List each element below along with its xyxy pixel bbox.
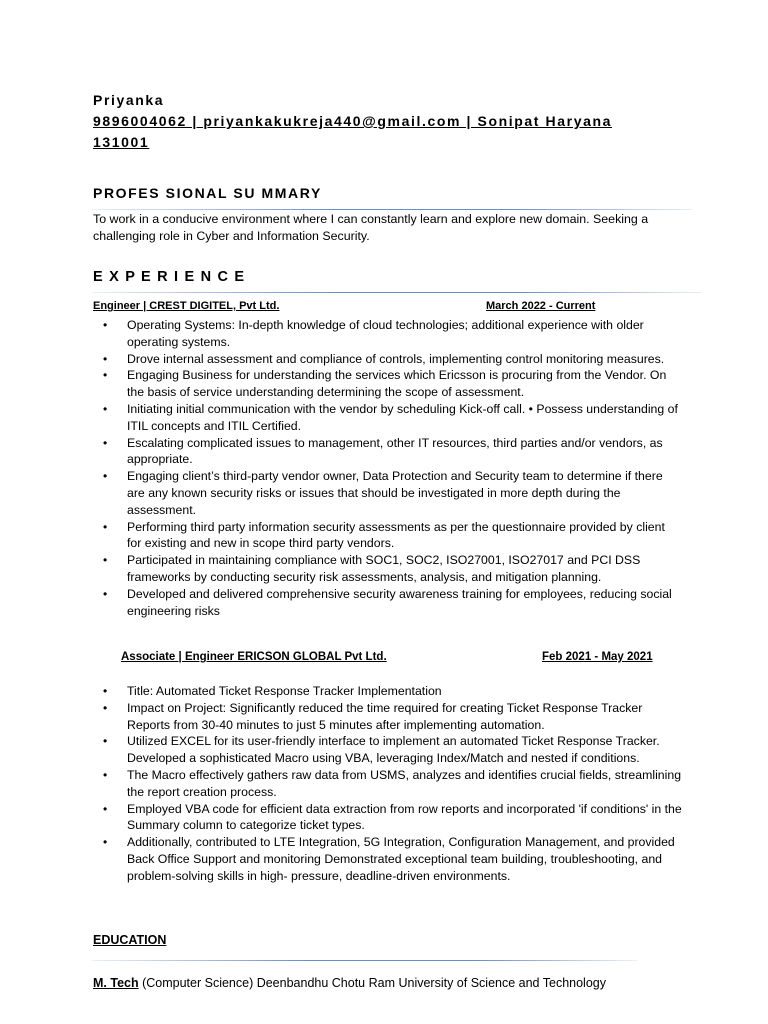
list-item xyxy=(103,351,682,368)
list-item xyxy=(103,317,682,351)
bullet-text: Participated in maintaining compliance with SOC1, SOC2, ISO27001, ISO27017 and PCI DSS frameworks by conducting security risk assessments, analysis, and mitigation planning. xyxy=(127,553,641,584)
list-item xyxy=(103,367,682,401)
job-2-dates xyxy=(542,651,653,663)
bullet-text: Developed and delivered comprehensive security awareness training for employees, reducing social engineering risks xyxy=(127,586,672,618)
job-1-dates xyxy=(486,300,595,312)
summary-text: To work in a conducive environment where I can constantly learn and explore new domain. Seeking a challenging role in Cyber and Information Security. xyxy=(93,212,649,243)
bullet-dot: • xyxy=(103,435,108,450)
bullet-text: Engaging Business for understanding the services which Ericsson is procuring from the Vendor. On the basis of service understanding determining the scope of assessment. xyxy=(127,368,667,400)
education-rule xyxy=(92,960,637,961)
list-item xyxy=(103,401,682,435)
bullet-text: Operating Systems: In-depth knowledge of cloud technologies; additional experience with older operating systems. xyxy=(127,318,644,349)
list-item xyxy=(103,435,682,469)
bullet-dot: • xyxy=(103,684,108,698)
bullet-dot: • xyxy=(103,469,108,484)
bullet-dot: • xyxy=(103,519,108,534)
job-1-dates-text: March 2022 - Current xyxy=(486,300,596,312)
job-2-bullets xyxy=(103,683,682,885)
candidate-name: Priyanka xyxy=(93,92,165,108)
job-1-role-text: Engineer | CREST DIGITEL, Pvt Ltd. xyxy=(93,300,280,312)
contact-postcode: 131001 xyxy=(93,134,150,150)
bullet-dot: • xyxy=(103,700,108,715)
summary-rule xyxy=(92,209,692,210)
list-item xyxy=(103,683,682,700)
bullet-dot: • xyxy=(103,801,108,816)
bullet-dot: • xyxy=(103,553,108,568)
job-2-dates-text: Feb 2021 - May 2021 xyxy=(542,651,653,663)
job-2-role-text: Associate | Engineer ERICSON GLOBAL Pvt Ltd. xyxy=(121,651,387,663)
list-item xyxy=(103,767,682,801)
degree-detail: (Computer Science) Deenbandhu Chotu Ram University of Science and Technology xyxy=(138,976,606,990)
education-entry xyxy=(93,976,606,990)
bullet-dot: • xyxy=(103,401,108,416)
bullet-text: Escalating complicated issues to management, other IT resources, third parties and/or vendors, as appropriate. xyxy=(127,435,663,467)
experience-title: E X P E R I E N C E xyxy=(93,269,246,285)
bullet-dot: • xyxy=(103,368,108,383)
bullet-dot: • xyxy=(103,318,108,332)
job-1-role xyxy=(93,300,279,312)
degree-name: M. Tech xyxy=(93,976,139,990)
contact-line: 9896004062 | priyankakukreja440@gmail.com | Sonipat Haryana xyxy=(93,113,613,129)
bullet-dot: • xyxy=(103,734,108,749)
bullet-text: The Macro effectively gathers raw data from USMS, analyzes and identifies crucial fields, streamlining the report creation process. xyxy=(127,767,682,799)
bullet-dot: • xyxy=(103,835,108,850)
bullet-text: Performing third party information security assessments as per the questionnaire provided by client for existing and new in scope third party vendors. xyxy=(127,519,665,551)
bullet-text: Impact on Project: Significantly reduced the time required for creating Ticket Response Tracker Reports from 30-40 minutes to just 5 minutes after implementing automation. xyxy=(127,700,643,732)
bullet-text: Drove internal assessment and compliance of controls, implementing control monitoring measures. xyxy=(127,351,665,366)
bullet-text: Engaging client’s third-party vendor owner, Data Protection and Security team to determine if there are any known security risks or issues that should be investigated in more depth during the assessment. xyxy=(127,469,663,517)
bullet-text: Employed VBA code for efficient data extraction from row reports and incorporated 'if conditions' in the Summary column to categorize ticket types. xyxy=(127,801,682,833)
job-2-role xyxy=(121,651,387,663)
bullet-text: Initiating initial communication with the vendor by scheduling Kick-off call. • Possess understanding of ITIL concepts and ITIL Certified. xyxy=(127,401,678,433)
bullet-dot: • xyxy=(103,586,108,601)
experience-rule xyxy=(92,292,702,293)
bullet-dot: • xyxy=(103,767,108,782)
list-item xyxy=(103,519,682,553)
list-item xyxy=(103,834,682,884)
list-item xyxy=(103,468,682,518)
list-item xyxy=(103,700,682,734)
list-item xyxy=(103,552,682,586)
summary-title: PROFES SIONAL SU MMARY xyxy=(93,185,322,201)
list-item xyxy=(103,586,682,620)
bullet-text: Title: Automated Ticket Response Tracker Implementation xyxy=(127,684,442,698)
bullet-dot: • xyxy=(103,351,108,366)
bullet-text: Utilized EXCEL for its user-friendly interface to implement an automated Ticket Response Tracker. Developed a sophisticated Macro using VBA, leveraging Index/Match and nested if conditions. xyxy=(127,734,660,766)
bullet-text: Additionally, contributed to LTE Integration, 5G Integration, Configuration Management, and provided Back Office Support and monitoring Demonstrated exceptional team building, troubleshooting, and problem-solving skills in high- pressure, deadline-driven environments. xyxy=(127,835,675,883)
list-item xyxy=(103,733,682,767)
list-item xyxy=(103,801,682,835)
job-1-bullets xyxy=(103,317,682,619)
education-title: EDUCATION xyxy=(93,933,167,947)
